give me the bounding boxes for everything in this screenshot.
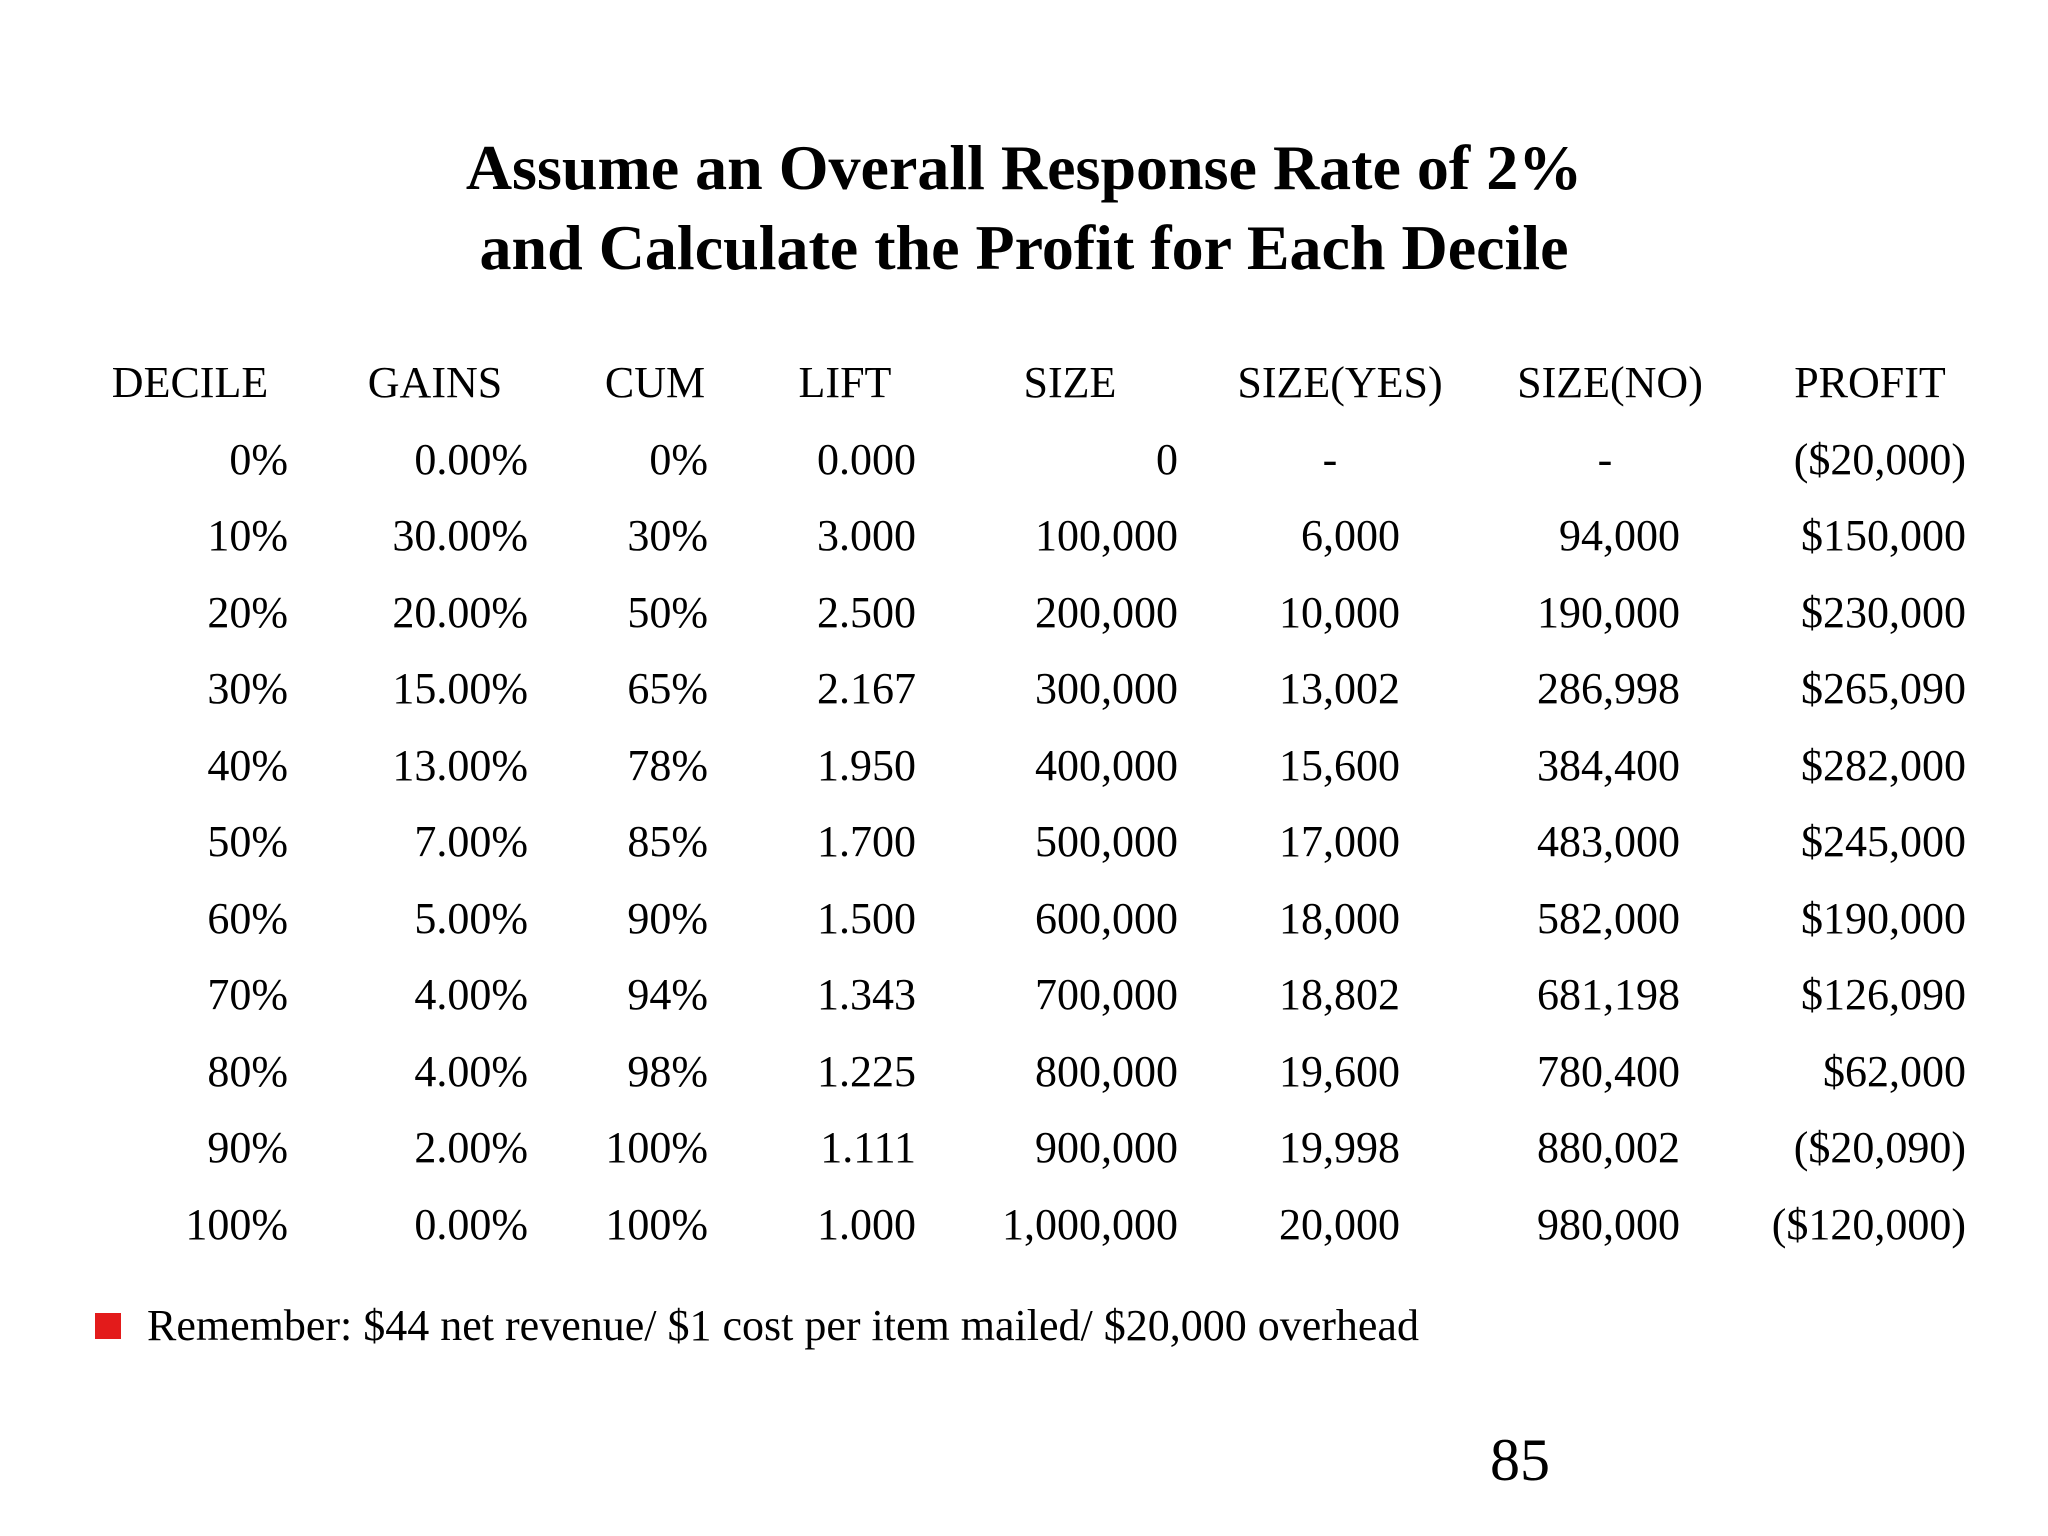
cell-size-yes: - <box>1322 434 1338 484</box>
cell-cum: 100% <box>605 1199 708 1249</box>
cell-gains: 7.00% <box>414 817 528 866</box>
cell-profit: ($120,000) <box>1771 1199 1966 1249</box>
cell-lift: 2.500 <box>817 587 916 637</box>
table-row <box>0 1034 2048 1111</box>
page-number: 85 <box>1490 1427 1550 1493</box>
cell-lift: 1.950 <box>817 740 916 790</box>
cell-decile: 90% <box>207 1123 288 1172</box>
cell-cum: 78% <box>627 740 708 790</box>
cell-gains: 30.00% <box>392 511 528 560</box>
cell-size-no: 780,400 <box>1537 1046 1680 1096</box>
cell-decile: 20% <box>207 587 288 637</box>
cell-lift: 1.000 <box>817 1199 916 1249</box>
cell-cum: 94% <box>627 970 708 1019</box>
cell-size-yes: 6,000 <box>1301 511 1400 560</box>
cell-size-yes: 19,998 <box>1279 1123 1400 1172</box>
cell-profit: $190,000 <box>1801 893 1966 943</box>
cell-profit: ($20,090) <box>1793 1123 1966 1172</box>
header-size-yes: SIZE(YES) <box>1237 358 1443 407</box>
cell-cum: 30% <box>627 511 708 560</box>
cell-decile: 100% <box>185 1199 288 1249</box>
cell-size: 1,000,000 <box>1002 1199 1178 1249</box>
cell-lift: 1.500 <box>817 893 916 943</box>
cell-cum: 90% <box>627 893 708 943</box>
cell-decile: 30% <box>207 664 288 713</box>
cell-decile: 80% <box>207 1046 288 1096</box>
cell-size: 400,000 <box>1035 740 1178 790</box>
cell-size: 500,000 <box>1035 817 1178 866</box>
cell-profit: $126,090 <box>1801 970 1966 1019</box>
cell-gains: 0.00% <box>414 434 528 484</box>
note-text: Remember: $44 net revenue/ $1 cost per item mailed/ $20,000 overhead <box>147 1301 1419 1350</box>
table-row <box>0 957 2048 1034</box>
cell-size-no: 190,000 <box>1537 587 1680 637</box>
cell-size-no: 286,998 <box>1537 664 1680 713</box>
cell-size-yes: 17,000 <box>1279 817 1400 866</box>
cell-gains: 2.00% <box>414 1123 528 1172</box>
table-row <box>0 651 2048 728</box>
cell-decile: 10% <box>207 511 288 560</box>
cell-profit: $282,000 <box>1801 740 1966 790</box>
cell-size-no: 980,000 <box>1537 1199 1680 1249</box>
cell-lift: 1.700 <box>817 817 916 866</box>
cell-gains: 20.00% <box>392 587 528 637</box>
table-row <box>0 422 2048 499</box>
cell-cum: 65% <box>627 664 708 713</box>
cell-decile: 0% <box>229 434 288 484</box>
title-line-1: Assume an Overall Response Rate of 2% <box>465 132 1583 203</box>
note-bullet <box>95 1296 1419 1356</box>
cell-size-yes: 20,000 <box>1279 1199 1400 1249</box>
cell-size-yes: 19,600 <box>1279 1046 1400 1096</box>
cell-size-no: 880,002 <box>1537 1123 1680 1172</box>
cell-lift: 1.225 <box>817 1046 916 1096</box>
table-row <box>0 881 2048 958</box>
cell-lift: 0.000 <box>817 434 916 484</box>
cell-gains: 0.00% <box>414 1199 528 1249</box>
cell-decile: 60% <box>207 893 288 943</box>
cell-size: 300,000 <box>1035 664 1178 713</box>
cell-cum: 0% <box>649 434 708 484</box>
cell-profit: $230,000 <box>1801 587 1966 637</box>
cell-profit: $150,000 <box>1801 511 1966 560</box>
table-body <box>0 422 2048 1264</box>
cell-cum: 98% <box>627 1046 708 1096</box>
cell-cum: 50% <box>627 587 708 637</box>
header-lift: LIFT <box>798 358 892 407</box>
cell-cum: 85% <box>627 817 708 866</box>
table-row <box>0 804 2048 881</box>
cell-decile: 50% <box>207 817 288 866</box>
cell-size-no: - <box>1597 434 1613 484</box>
cell-size-no: 94,000 <box>1559 511 1680 560</box>
cell-lift: 3.000 <box>817 511 916 560</box>
table-row <box>0 1110 2048 1187</box>
cell-size-yes: 18,802 <box>1279 970 1400 1019</box>
cell-gains: 13.00% <box>392 740 528 790</box>
table-row <box>0 575 2048 652</box>
cell-gains: 15.00% <box>392 664 528 713</box>
cell-gains: 4.00% <box>414 1046 528 1096</box>
cell-lift: 1.111 <box>820 1123 916 1172</box>
header-gains: GAINS <box>367 358 503 407</box>
cell-gains: 5.00% <box>414 893 528 943</box>
table-row <box>0 1187 2048 1264</box>
title-line-2: and Calculate the Profit for Each Decile <box>479 212 1569 283</box>
cell-size-no: 681,198 <box>1537 970 1680 1019</box>
cell-size-no: 384,400 <box>1537 740 1680 790</box>
slide-title <box>0 128 2048 288</box>
cell-size: 900,000 <box>1035 1123 1178 1172</box>
table-header-row <box>0 345 2048 422</box>
cell-decile: 70% <box>207 970 288 1019</box>
cell-profit: ($20,000) <box>1793 434 1966 484</box>
table-row <box>0 728 2048 805</box>
header-profit: PROFIT <box>1794 358 1946 407</box>
cell-size-no: 483,000 <box>1537 817 1680 866</box>
header-size-no: SIZE(NO) <box>1517 358 1703 407</box>
cell-size: 600,000 <box>1035 893 1178 943</box>
cell-lift: 2.167 <box>817 664 916 713</box>
cell-size: 800,000 <box>1035 1046 1178 1096</box>
cell-size-yes: 18,000 <box>1279 893 1400 943</box>
cell-profit: $245,000 <box>1801 817 1966 866</box>
cell-profit: $265,090 <box>1801 664 1966 713</box>
header-cum: CUM <box>604 358 706 407</box>
cell-size: 0 <box>1156 434 1178 484</box>
header-size: SIZE <box>1023 358 1117 407</box>
header-decile: DECILE <box>111 358 269 407</box>
profit-table <box>0 345 2048 1263</box>
cell-profit: $62,000 <box>1823 1046 1966 1096</box>
cell-size-yes: 10,000 <box>1279 587 1400 637</box>
cell-size-yes: 13,002 <box>1279 664 1400 713</box>
cell-cum: 100% <box>605 1123 708 1172</box>
cell-decile: 40% <box>207 740 288 790</box>
bullet-square-icon <box>95 1313 121 1339</box>
cell-size: 200,000 <box>1035 587 1178 637</box>
table-row <box>0 498 2048 575</box>
cell-gains: 4.00% <box>414 970 528 1019</box>
cell-size-yes: 15,600 <box>1279 740 1400 790</box>
cell-lift: 1.343 <box>817 970 916 1019</box>
cell-size: 700,000 <box>1035 970 1178 1019</box>
cell-size-no: 582,000 <box>1537 893 1680 943</box>
cell-size: 100,000 <box>1035 511 1178 560</box>
